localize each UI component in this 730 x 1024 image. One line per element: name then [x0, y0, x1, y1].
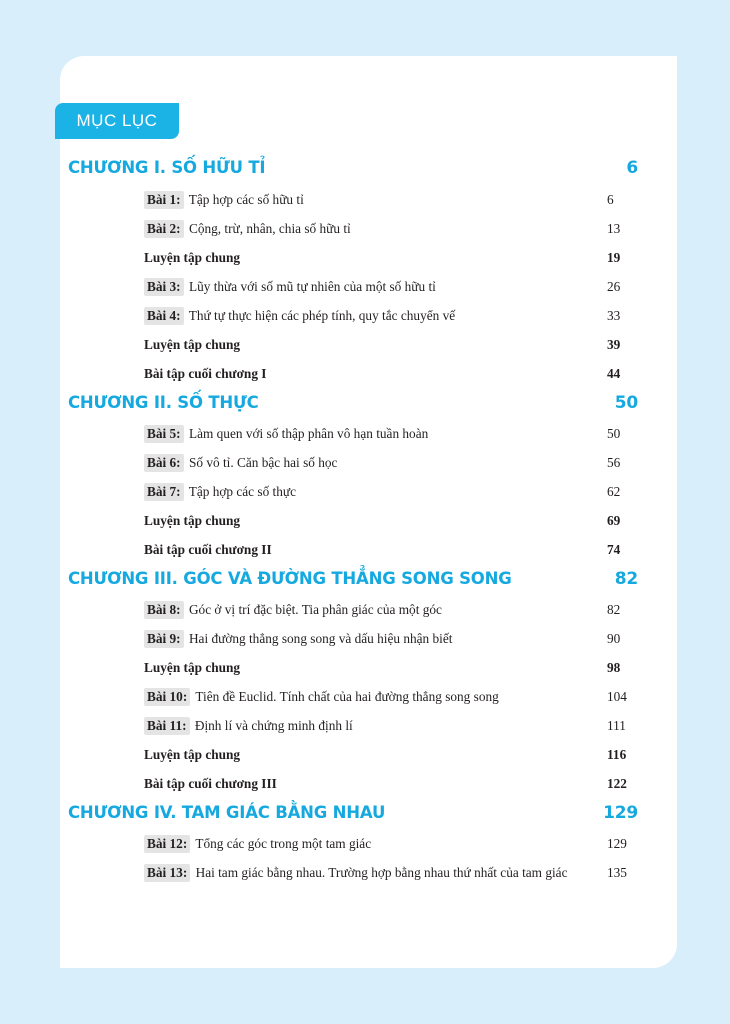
entry-page: 19	[607, 250, 621, 265]
toc-entry[interactable]	[144, 773, 637, 795]
chapter-title: CHƯƠNG IV. TAM GIÁC BẰNG NHAU	[68, 803, 386, 822]
entry-title: Hai đường thẳng song song và dấu hiệu nhận biết	[188, 631, 453, 646]
toc-entry[interactable]	[144, 657, 637, 679]
entry-title: Luyện tập chung	[144, 250, 241, 265]
entry-title: Luyện tập chung	[144, 337, 241, 352]
toc-entry[interactable]	[144, 452, 637, 474]
entry-page: 122	[607, 776, 627, 791]
entry-page: 104	[607, 689, 627, 704]
lesson-label: Bài 5:	[144, 425, 184, 443]
toc-entry[interactable]	[144, 628, 637, 650]
lesson-label: Bài 7:	[144, 483, 184, 501]
entry-page: 74	[607, 542, 621, 557]
entry-title: Tổng các góc trong một tam giác	[195, 836, 372, 851]
entry-page: 135	[607, 865, 627, 880]
chapter-page: 6	[626, 158, 638, 178]
lesson-label: Bài 13:	[144, 864, 190, 882]
lesson-label: Bài 11:	[144, 717, 190, 735]
entry-page: 13	[607, 221, 621, 236]
entry-title: Tiên đề Euclid. Tính chất của hai đường thẳng song song	[195, 689, 499, 704]
entry-title: Góc ở vị trí đặc biệt. Tia phân giác của một góc	[188, 602, 442, 617]
lesson-label: Bài 12:	[144, 835, 190, 853]
lesson-label: Bài 4:	[144, 307, 184, 325]
entry-page: 56	[607, 455, 621, 470]
entry-page: 111	[607, 718, 626, 733]
entry-page: 129	[607, 836, 627, 851]
toc-entry[interactable]	[144, 423, 637, 445]
entry-page: 26	[607, 279, 621, 294]
toc-entry[interactable]	[144, 247, 637, 269]
chapter-title: CHƯƠNG II. SỐ THỰC	[68, 393, 259, 412]
entry-page: 33	[607, 308, 621, 323]
lesson-label: Bài 3:	[144, 278, 184, 296]
lesson-label: Bài 10:	[144, 688, 190, 706]
entry-page: 44	[607, 366, 621, 381]
chapter-heading[interactable]	[68, 390, 638, 416]
chapter-heading[interactable]	[68, 566, 638, 592]
entry-title: Bài tập cuối chương III	[144, 776, 277, 791]
lesson-label: Bài 9:	[144, 630, 184, 648]
toc-entry[interactable]	[144, 862, 637, 884]
entry-page: 62	[607, 484, 621, 499]
toc-title: MỤC LỤC	[55, 103, 179, 139]
entry-title: Luyện tập chung	[144, 513, 241, 528]
toc-entry[interactable]	[144, 715, 637, 737]
entry-page: 6	[607, 192, 614, 207]
chapter-page: 82	[614, 569, 638, 589]
toc-entry[interactable]	[144, 686, 637, 708]
toc-entry[interactable]	[144, 510, 637, 532]
toc-entry[interactable]	[144, 218, 637, 240]
entry-title: Lũy thừa với số mũ tự nhiên của một số hữu tỉ	[188, 279, 436, 294]
entry-page: 82	[607, 602, 621, 617]
entry-page: 90	[607, 631, 621, 646]
toc-entry[interactable]	[144, 833, 637, 855]
entry-title: Luyện tập chung	[144, 660, 241, 675]
chapter-heading[interactable]	[68, 800, 638, 826]
entry-title: Luyện tập chung	[144, 747, 241, 762]
entry-title: Số vô tỉ. Căn bậc hai số học	[188, 455, 338, 470]
chapter-page: 129	[603, 803, 638, 823]
lesson-label: Bài 6:	[144, 454, 184, 472]
toc-entry[interactable]	[144, 276, 637, 298]
entry-title: Thứ tự thực hiện các phép tính, quy tắc chuyển vế	[188, 308, 456, 323]
toc-entry[interactable]	[144, 363, 637, 385]
entry-page: 50	[607, 426, 621, 441]
entry-title: Tập hợp các số hữu tỉ	[188, 192, 304, 207]
entry-title: Tập hợp các số thực	[188, 484, 296, 499]
entry-title: Làm quen với số thập phân vô hạn tuần hoàn	[188, 426, 429, 441]
entry-title: Hai tam giác bằng nhau. Trường hợp bằng nhau thứ nhất của tam giác	[195, 865, 568, 880]
toc-entry[interactable]	[144, 481, 637, 503]
toc-entry[interactable]	[144, 599, 637, 621]
chapter-page: 50	[614, 393, 638, 413]
lesson-label: Bài 8:	[144, 601, 184, 619]
toc-entry[interactable]	[144, 334, 637, 356]
lesson-label: Bài 2:	[144, 220, 184, 238]
entry-title: Bài tập cuối chương I	[144, 366, 267, 381]
toc-entry[interactable]	[144, 305, 637, 327]
entry-title: Bài tập cuối chương II	[144, 542, 272, 557]
entry-page: 98	[607, 660, 621, 675]
entry-page: 116	[607, 747, 627, 762]
chapter-title: CHƯƠNG III. GÓC VÀ ĐƯỜNG THẲNG SONG SONG	[68, 569, 512, 588]
toc-entry[interactable]	[144, 744, 637, 766]
entry-page: 39	[607, 337, 621, 352]
lesson-label: Bài 1:	[144, 191, 184, 209]
toc-entry[interactable]	[144, 539, 637, 561]
entry-title: Định lí và chứng minh định lí	[194, 718, 353, 733]
entry-page: 69	[607, 513, 621, 528]
chapter-title: CHƯƠNG I. SỐ HỮU TỈ	[68, 158, 266, 177]
toc-entry[interactable]	[144, 189, 637, 211]
entry-title: Cộng, trừ, nhân, chia số hữu tỉ	[188, 221, 351, 236]
chapter-heading[interactable]	[68, 155, 638, 181]
